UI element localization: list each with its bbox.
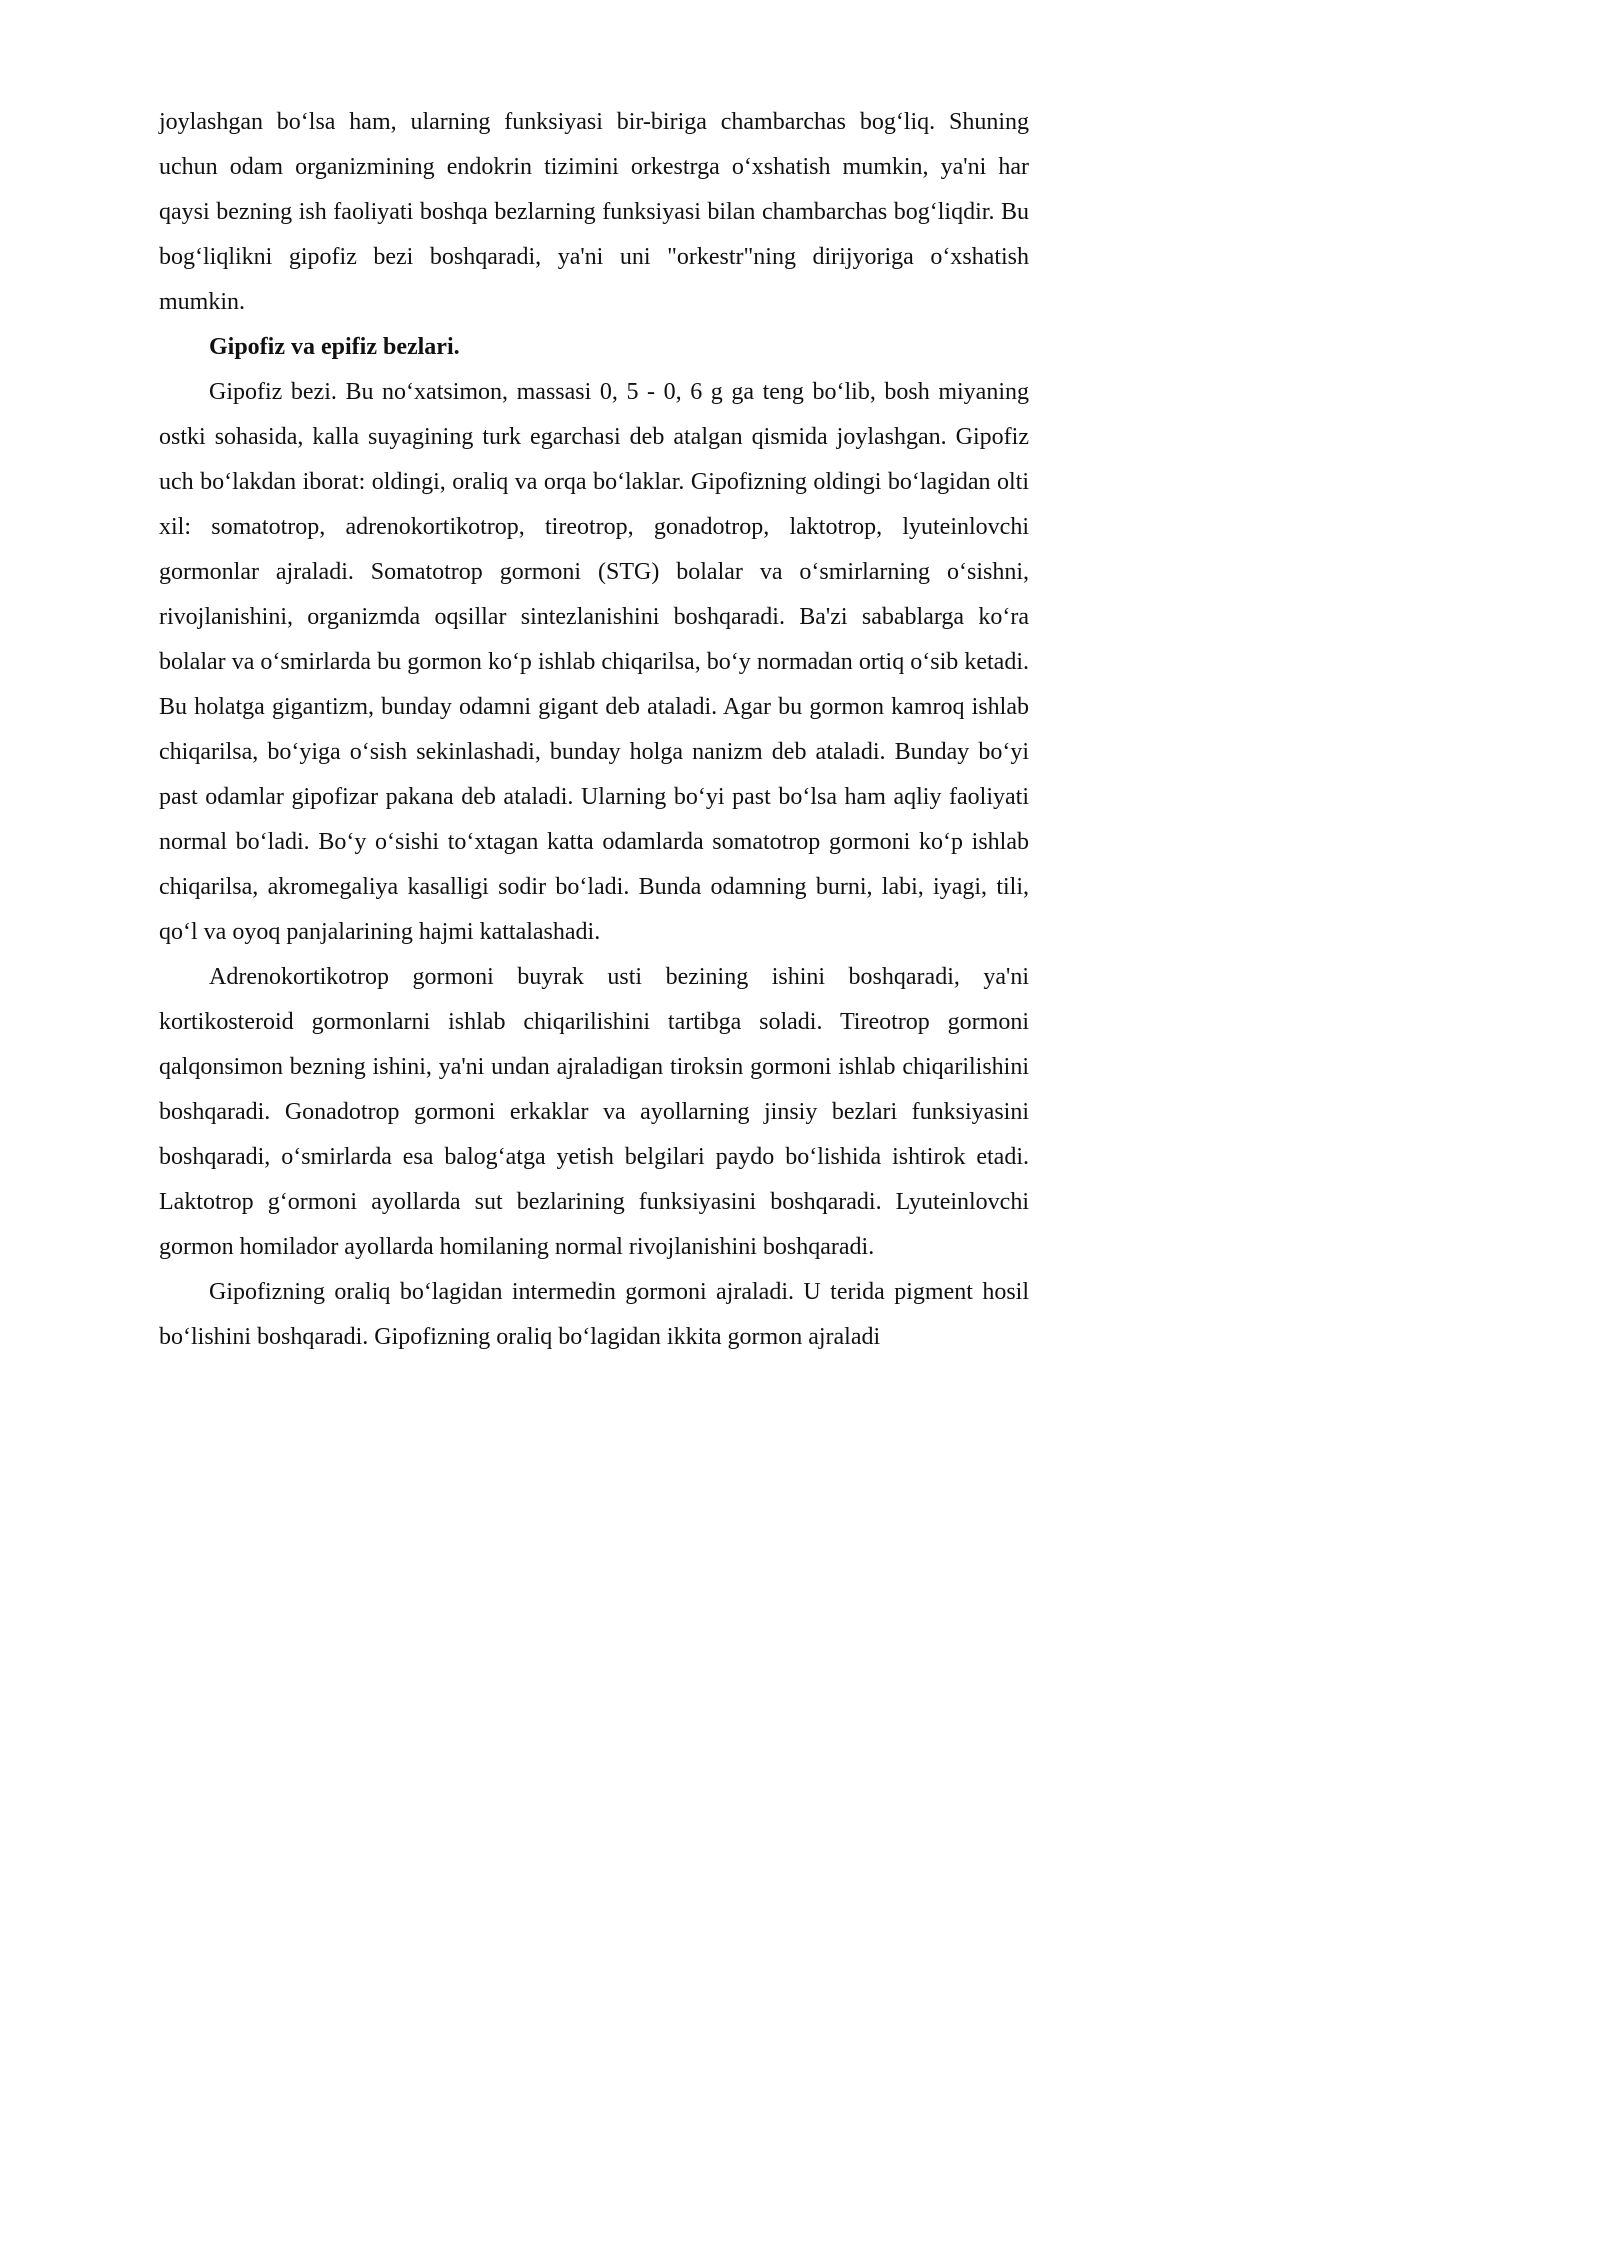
paragraph-adrenokortikotrop: Adrenokortikotrop gormoni buyrak usti bezining ishini boshqaradi, ya'ni kortikosteroid gormonlarni ishlab chiqarilishini tartibga soladi. Tireotrop gormoni qalqonsimon bezning ishini, ya'ni undan ajraladigan tiroksin gormoni ishlab chiqarilishini boshqaradi. Gonadotrop gormoni erkaklar va ayollarning jinsiy bezlari funksiyasini boshqaradi, o‘smirlarda esa balog‘atga yetish belgilari paydo bo‘lishida ishtirok etadi. Laktotrop g‘ormoni ayollarda sut bezlarining funksiyasini boshqaradi. Lyuteinlovchi gormon homilador ayollarda homilaning normal rivojlanishini boshqaradi. bbox=[159, 964, 1029, 1260]
document-body bbox=[159, 100, 1029, 1360]
paragraph-oraliq-bolak: Gipofizning oraliq bo‘lagidan intermedin gormoni ajraladi. U terida pigment hosil bo‘lishini boshqaradi. Gipofizning oraliq bo‘lagidan ikkita gormon ajraladi bbox=[159, 1279, 1029, 1350]
document-page bbox=[0, 0, 1100, 1555]
section-heading: Gipofiz va epifiz bezlari. bbox=[209, 334, 460, 360]
paragraph-continuation: joylashgan bo‘lsa ham, ularning funksiyasi bir-biriga chambarchas bog‘liq. Shuning uchun odam organizmining endokrin tizimini orkestrga o‘xshatish mumkin, ya'ni har qaysi bezning ish faoliyati boshqa bezlarning funksiyasi bilan chambarchas bog‘liqdir. Bu bog‘liqlikni gipofiz bezi boshqaradi, ya'ni uni "orkestr"ning dirijyoriga o‘xshatish mumkin. bbox=[159, 109, 1029, 315]
paragraph-gipofiz-bezi: Gipofiz bezi. Bu no‘xatsimon, massasi 0, 5 - 0, 6 g ga teng bo‘lib, bosh miyaning ostki sohasida, kalla suyagining turk egarchasi deb atalgan qismida joylashgan. Gipofiz uch bo‘lakdan iborat: oldingi, oraliq va orqa bo‘laklar. Gipofizning oldingi bo‘lagidan olti xil: somatotrop, adrenokortikotrop, tireotrop, gonadotrop, laktotrop, lyuteinlovchi gormonlar ajraladi. Somatotrop gormoni (STG) bolalar va o‘smirlarning o‘sishni, rivojlanishini, organizmda oqsillar sintezlanishini boshqaradi. Ba'zi sabablarga ko‘ra bolalar va o‘smirlarda bu gormon ko‘p ishlab chiqarilsa, bo‘y normadan ortiq o‘sib ketadi. Bu holatga gigantizm, bunday odamni gigant deb ataladi. Agar bu gormon kamroq ishlab chiqarilsa, bo‘yiga o‘sish sekinlashadi, bunday holga nanizm deb ataladi. Bunday bo‘yi past odamlar gipofizar pakana deb ataladi. Ularning bo‘yi past bo‘lsa ham aqliy faoliyati normal bo‘ladi. Bo‘y o‘sishi to‘xtagan katta odamlarda somatotrop gormoni ko‘p ishlab chiqarilsa, akromegaliya kasalligi sodir bo‘ladi. Bunda odamning burni, labi, iyagi, tili, qo‘l va oyoq panjalarining hajmi kattalashadi. bbox=[159, 379, 1029, 945]
